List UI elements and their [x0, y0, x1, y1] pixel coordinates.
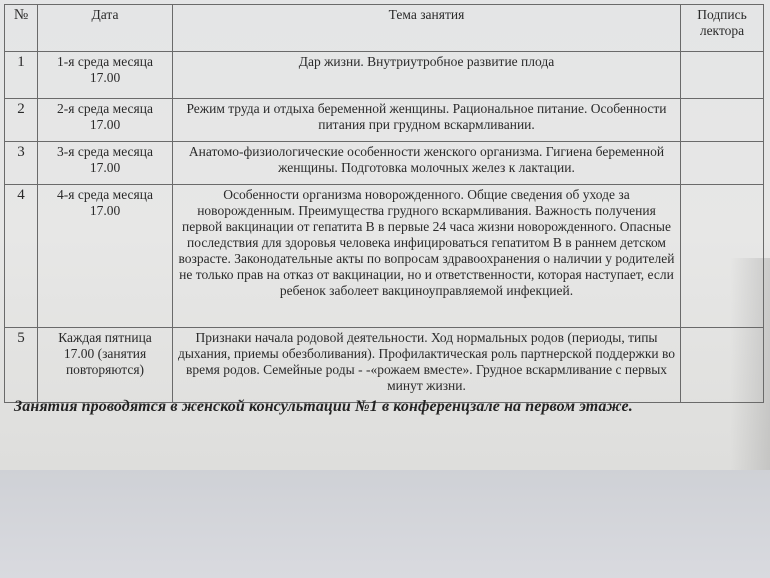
row-topic: Особенности организма новорожденного. Общие сведения об уходе за новорожденным. Преимущества грудного вскармливания. Важность получения первой вакцинации от гепатита В в первые 24 часа жизни новорожденного. Опасные последствия для здоровья человека инфицироваться гепатитом В в раннем детском возрасте. Законодательные акты по вопросам здравоохранения о наличии у родителей не только прав на отказ от вакцинации, но и ответственности, которая наступает, если ребенок заболеет вакциноуправляемой инфекцией.	[173, 185, 681, 328]
row-date: 3-я среда месяца 17.00	[38, 142, 173, 185]
table-row	[5, 52, 764, 99]
row-num: 4	[5, 185, 38, 328]
header-sign: Подпись лектора	[681, 5, 764, 52]
schedule-table	[4, 4, 764, 403]
header-num: №	[5, 5, 38, 52]
row-date: 4-я среда месяца 17.00	[38, 185, 173, 328]
row-sign	[681, 185, 764, 328]
row-topic: Режим труда и отдыха беременной женщины. Рациональное питание. Особенности питания при грудном вскармливании.	[173, 99, 681, 142]
row-topic: Анатомо-физиологические особенности женского организма. Гигиена беременной женщины. Подготовка молочных желез к лактации.	[173, 142, 681, 185]
row-num: 1	[5, 52, 38, 99]
row-date: 1-я среда месяца 17.00	[38, 52, 173, 99]
table-row	[5, 142, 764, 185]
row-topic: Признаки начала родовой деятельности. Ход нормальных родов (периоды, типы дыхания, приемы обезболивания). Профилактическая роль партнерской поддержки во время родов. Семейные роды - -«рожаем вместе». Грудное вскармливание с первых минут жизни.	[173, 328, 681, 403]
venue-note: Занятия проводятся в женской консультации №1 в конференцзале на первом этаже.	[14, 398, 633, 415]
row-sign	[681, 52, 764, 99]
row-sign	[681, 99, 764, 142]
row-topic: Дар жизни. Внутриутробное развитие плода	[173, 52, 681, 99]
row-sign	[681, 142, 764, 185]
row-date: 2-я среда месяца 17.00	[38, 99, 173, 142]
table-header-row	[5, 5, 764, 52]
row-num: 3	[5, 142, 38, 185]
row-num: 2	[5, 99, 38, 142]
header-date: Дата	[38, 5, 173, 52]
header-topic: Тема занятия	[173, 5, 681, 52]
row-date: Каждая пятница 17.00 (занятия повторяются)	[38, 328, 173, 403]
table-row	[5, 185, 764, 328]
row-sign	[681, 328, 764, 403]
background-surface	[0, 470, 770, 578]
table-row	[5, 328, 764, 403]
row-num: 5	[5, 328, 38, 403]
table-row	[5, 99, 764, 142]
